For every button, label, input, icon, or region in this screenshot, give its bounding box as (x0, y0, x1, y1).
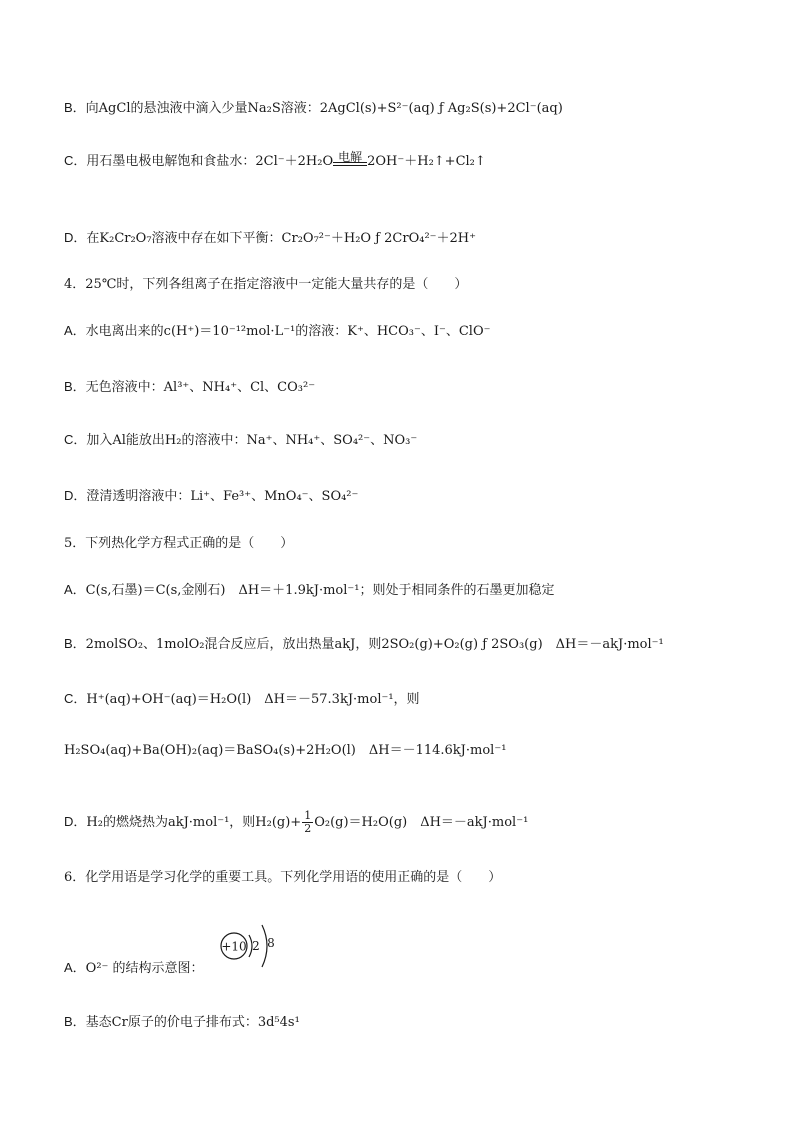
q3-option-d (64, 228, 476, 249)
shell-2-electrons: 8 (267, 936, 275, 950)
option-text: 在K₂Cr₂O₇溶液中存在如下平衡：Cr₂O₇²⁻＋H₂O ƒ 2CrO₄²⁻＋2H⁺ (86, 231, 476, 246)
option-label: C． (64, 153, 87, 168)
fraction-numerator: 1 (304, 809, 312, 822)
option-text: O²⁻ 的结构示意图： (85, 961, 204, 976)
q4-option-c (64, 430, 417, 451)
option-text: 用石墨电极电解饱和食盐水：2Cl⁻＋2H₂O (86, 154, 334, 169)
option-label: C． (64, 691, 87, 706)
option-label: A． (64, 582, 86, 597)
q3-option-b (64, 98, 563, 119)
q3-option-c (64, 150, 486, 172)
q5-option-c-continued: H₂SO₄(aq)+Ba(OH)₂(aq)＝BaSO₄(s)+2H₂O(l) ΔH＝－114.6kJ·mol⁻¹ (64, 743, 507, 758)
option-text: 加入Al能放出H₂的溶液中：Na⁺、NH₄⁺、SO₄²⁻、NO₃⁻ (86, 433, 418, 448)
q4-option-a (64, 321, 490, 342)
option-label: B． (64, 379, 86, 394)
q6-option-a (64, 958, 204, 979)
option-text: 基态Cr原子的价电子排布式：3d⁵4s¹ (85, 1015, 300, 1030)
electrolysis-condition: 电解 (338, 150, 363, 164)
option-text-suffix: 2OH⁻＋H₂↑+Cl₂↑ (367, 154, 486, 169)
q4-option-d (64, 486, 358, 507)
option-label: B． (64, 636, 86, 651)
option-text: 无色溶液中：Al³⁺、NH₄⁺、Cl、CO₃²⁻ (85, 380, 316, 395)
nucleus-charge: +10 (221, 939, 247, 954)
option-text: 澄清透明溶液中：Li⁺、Fe³⁺、MnO₄⁻、SO₄²⁻ (86, 489, 359, 504)
option-label: D． (64, 814, 87, 829)
q4-option-b (64, 377, 315, 398)
q4-stem: 4．25℃时，下列各组离子在指定溶液中一定能大量共存的是（ ） (64, 277, 468, 292)
option-label: A． (64, 323, 86, 338)
option-label: D． (64, 230, 87, 245)
option-text: 向AgCl的悬浊液中滴入少量Na₂S溶液：2AgCl(s)+S²⁻(aq) ƒ Ag₂S(s)+2Cl⁻(aq) (85, 101, 563, 116)
atomic-structure-diagram (218, 918, 288, 974)
q5-option-b (64, 634, 664, 655)
fraction-denominator: 2 (304, 822, 312, 835)
q5-option-d (64, 810, 528, 835)
option-text: 水电离出来的c(H⁺)＝10⁻¹²mol·L⁻¹的溶液：K⁺、HCO₃⁻、I⁻、ClO⁻ (85, 324, 491, 339)
shell-1-electrons: 2 (252, 939, 260, 953)
q5-stem: 5．下列热化学方程式正确的是（ ） (64, 536, 294, 551)
q6-option-b (64, 1012, 300, 1033)
option-label: D． (64, 488, 87, 503)
option-text: H₂的燃烧热为akJ·mol⁻¹，则H₂(g)+ (86, 815, 302, 830)
option-text: H⁺(aq)+OH⁻(aq)＝H₂O(l) ΔH＝－57.3kJ·mol⁻¹，则 (86, 692, 420, 707)
option-label: A． (64, 960, 86, 975)
option-label: B． (64, 100, 86, 115)
option-label: C． (64, 432, 87, 447)
q5-option-a (64, 580, 554, 601)
fraction-one-half (302, 810, 313, 835)
option-label: B． (64, 1014, 86, 1029)
q5-option-c (64, 689, 420, 710)
option-text: 2molSO₂、1molO₂混合反应后，放出热量akJ，则2SO₂(g)+O₂(g) ƒ 2SO₃(g) ΔH＝－akJ·mol⁻¹ (85, 637, 664, 652)
option-text: C(s,石墨)＝C(s,金刚石) ΔH＝＋1.9kJ·mol⁻¹；则处于相同条件的石墨更加稳定 (85, 583, 555, 598)
electrolysis-sign (333, 150, 367, 172)
q6-stem: 6．化学用语是学习化学的重要工具。下列化学用语的使用正确的是（ ） (64, 870, 502, 885)
option-text-suffix: O₂(g)＝H₂O(g) ΔH＝－akJ·mol⁻¹ (314, 815, 529, 830)
